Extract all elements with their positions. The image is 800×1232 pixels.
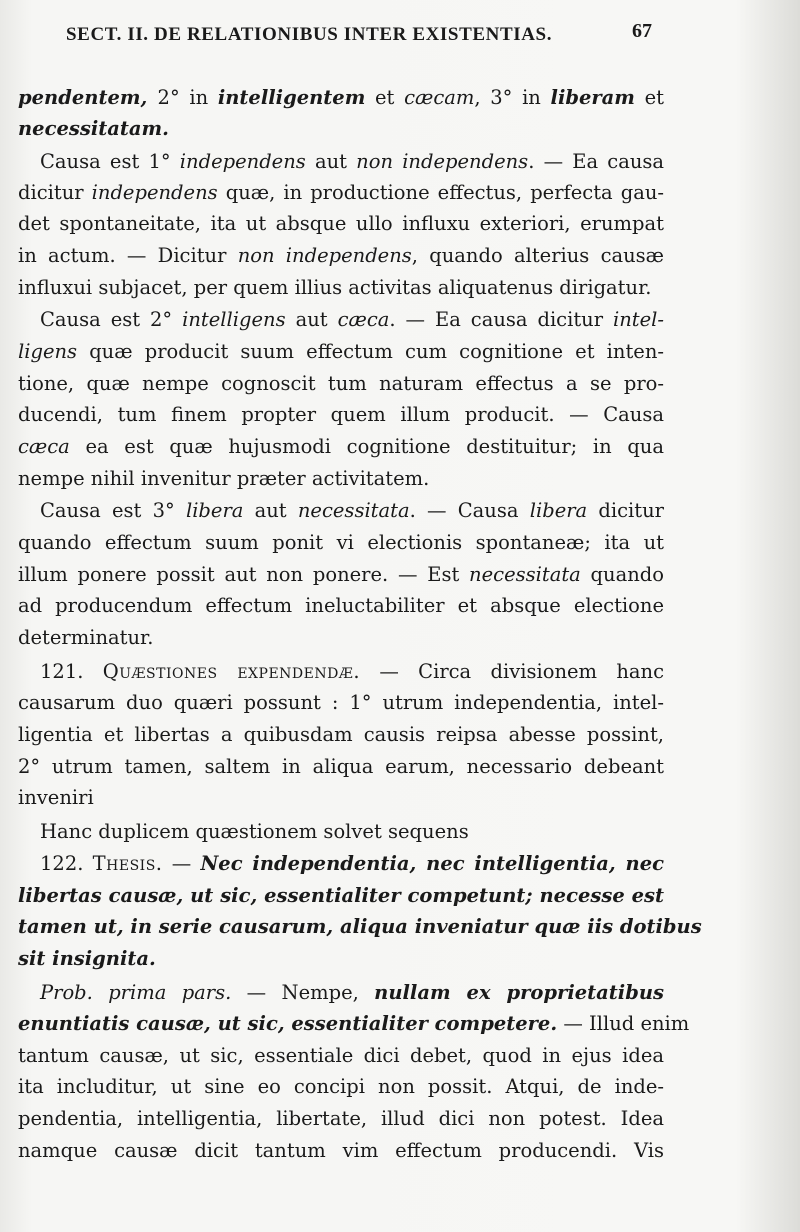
text-run: ita includitur, ut sine eo concipi non possit. Atqui, de inde-: [18, 1075, 664, 1098]
text-line: [18, 719, 664, 751]
text-run: dicitur: [18, 181, 92, 204]
text-run: aut: [285, 308, 338, 331]
italic-text: cæca: [337, 308, 390, 331]
italic-text: intelligens: [182, 308, 286, 331]
italic-text: liberam: [550, 86, 635, 109]
text-run: namque causæ dicit tantum vim effectum producendi. Vis: [18, 1139, 664, 1162]
italic-text: pendentem,: [18, 86, 158, 109]
text-line: [18, 1071, 664, 1103]
text-line: [18, 1008, 690, 1040]
text-line: [18, 82, 664, 114]
italic-text: libera: [529, 499, 588, 522]
text-line: [18, 177, 664, 209]
italic-text: non independens: [237, 244, 412, 267]
page-number: 67: [632, 20, 652, 42]
text-line: [18, 816, 664, 848]
text-run: — Nempe,: [231, 981, 375, 1004]
text-line: [18, 431, 664, 463]
text-run: ligentia et libertas a quibusdam causis reipsa abesse possint,: [18, 723, 664, 746]
text-line: [18, 751, 664, 783]
italic-text: libera: [185, 499, 244, 522]
italic-text: cæca: [18, 435, 70, 458]
text-run: tione, quæ nempe cognoscit tum naturam effectus a se pro-: [18, 372, 664, 395]
text-run: pendentia, intelligentia, libertate, illud dici non potest. Idea: [18, 1107, 664, 1130]
text-run: 2° in: [157, 86, 218, 109]
text-run: in actum. — Dicitur: [18, 244, 238, 267]
text-run: ad producendum effectum ineluctabiliter et absque electione: [18, 594, 664, 617]
text-run: — Illud enim: [557, 1012, 690, 1035]
text-run: —: [162, 852, 201, 875]
text-line: [18, 622, 664, 654]
text-run: Hanc duplicem quæstionem solvet sequens: [40, 820, 469, 843]
text-line: [18, 113, 664, 145]
text-line: [18, 656, 664, 688]
running-head: SECT. II. DE RELATIONIBUS INTER EXISTENTIAS.: [66, 24, 553, 45]
text-line: [18, 463, 664, 495]
text-run: influxui subjacet, per quem illius activitas aliquatenus dirigatur.: [18, 276, 652, 299]
italic-text: necessitata: [297, 499, 410, 522]
text-line: [18, 848, 664, 880]
text-run: aut: [243, 499, 298, 522]
italic-text: enuntiatis causæ, ut sic, essentialiter competere.: [18, 1012, 558, 1035]
smallcaps-heading: Quæstiones expendendæ.: [102, 660, 361, 683]
text-line: [18, 304, 664, 336]
text-line: [18, 782, 664, 814]
italic-text: sit insignita.: [18, 947, 156, 970]
italic-text: Prob. prima pars.: [40, 981, 232, 1004]
italic-text: independens: [91, 181, 218, 204]
text-line: [18, 1103, 664, 1135]
italic-text: independens: [179, 150, 306, 173]
text-run: . — Causa: [409, 499, 530, 522]
text-line: [18, 368, 664, 400]
italic-text: necessitata: [469, 563, 581, 586]
text-run: — Circa divisionem hanc: [360, 660, 665, 683]
text-run: Causa est 2°: [40, 308, 183, 331]
text-line: [18, 559, 664, 591]
italic-text: Nec independentia, nec intelligentia, nec: [200, 852, 664, 875]
text-run: dicitur: [587, 499, 665, 522]
text-line: [18, 527, 664, 559]
text-line: [18, 272, 664, 304]
italic-text: intelligentem: [217, 86, 366, 109]
text-run: Causa est 3°: [40, 499, 186, 522]
text-line: [18, 146, 664, 178]
italic-text: intel-: [613, 308, 665, 331]
text-run: ea est quæ hujusmodi cognitione destituitur; in qua: [69, 435, 664, 458]
text-run: det spontaneitate, ita ut absque ullo influxu exteriori, erumpat: [18, 212, 664, 235]
text-run: illum ponere possit aut non ponere. — Est: [18, 563, 470, 586]
text-run: determinatur.: [18, 626, 154, 649]
text-run: 2° utrum tamen, saltem in aliqua earum, necessario debeant: [18, 755, 664, 778]
text-line: [18, 977, 664, 1009]
text-line: [18, 911, 702, 943]
text-run: . — Ea causa: [528, 150, 665, 173]
text-run: quæ producit suum effectum cum cognitione et inten-: [77, 340, 664, 363]
text-run: 121.: [40, 660, 103, 683]
text-run: causarum duo quæri possunt : 1° utrum independentia, intel-: [18, 691, 664, 714]
text-line: [18, 336, 664, 368]
text-line: [18, 880, 664, 912]
italic-text: necessitatam.: [18, 117, 169, 140]
italic-text: ligens: [18, 340, 78, 363]
italic-text: libertas causæ, ut sic, essentialiter competunt; necesse est: [18, 884, 664, 907]
text-line: [18, 399, 664, 431]
page-header: [66, 18, 652, 50]
text-run: , quando alterius causæ: [411, 244, 665, 267]
text-line: [18, 1135, 664, 1167]
text-run: quando effectum suum ponit vi electionis spontaneæ; ita ut: [18, 531, 664, 554]
text-run: . — Ea causa dicitur: [389, 308, 614, 331]
text-run: quando: [580, 563, 664, 586]
text-run: quæ, in productione effectus, perfecta gau-: [217, 181, 664, 204]
text-run: et: [365, 86, 405, 109]
text-run: 122.: [40, 852, 93, 875]
text-run: , 3° in: [474, 86, 551, 109]
text-line: [18, 590, 664, 622]
text-run: nempe nihil invenitur præter activitatem.: [18, 467, 430, 490]
text-run: inveniri: [18, 786, 94, 809]
text-run: Causa est 1°: [40, 150, 180, 173]
text-run: aut: [305, 150, 357, 173]
italic-text: non independens: [356, 150, 529, 173]
text-run: et: [634, 86, 665, 109]
italic-text: tamen ut, in serie causarum, aliqua inveniatur quæ iis dotibus: [18, 915, 702, 938]
text-line: [18, 1040, 664, 1072]
smallcaps-heading: Thesis.: [92, 852, 163, 875]
italic-text: cæcam: [404, 86, 475, 109]
text-line: [18, 240, 664, 272]
text-line: [18, 687, 664, 719]
text-line: [18, 495, 664, 527]
text-line: [18, 208, 664, 240]
text-line: [18, 943, 664, 975]
text-run: ducendi, tum finem propter quem illum producit. — Causa: [18, 403, 664, 426]
text-run: tantum causæ, ut sic, essentiale dici debet, quod in ejus idea: [18, 1044, 664, 1067]
italic-text: nullam ex proprietatibus: [374, 981, 664, 1004]
